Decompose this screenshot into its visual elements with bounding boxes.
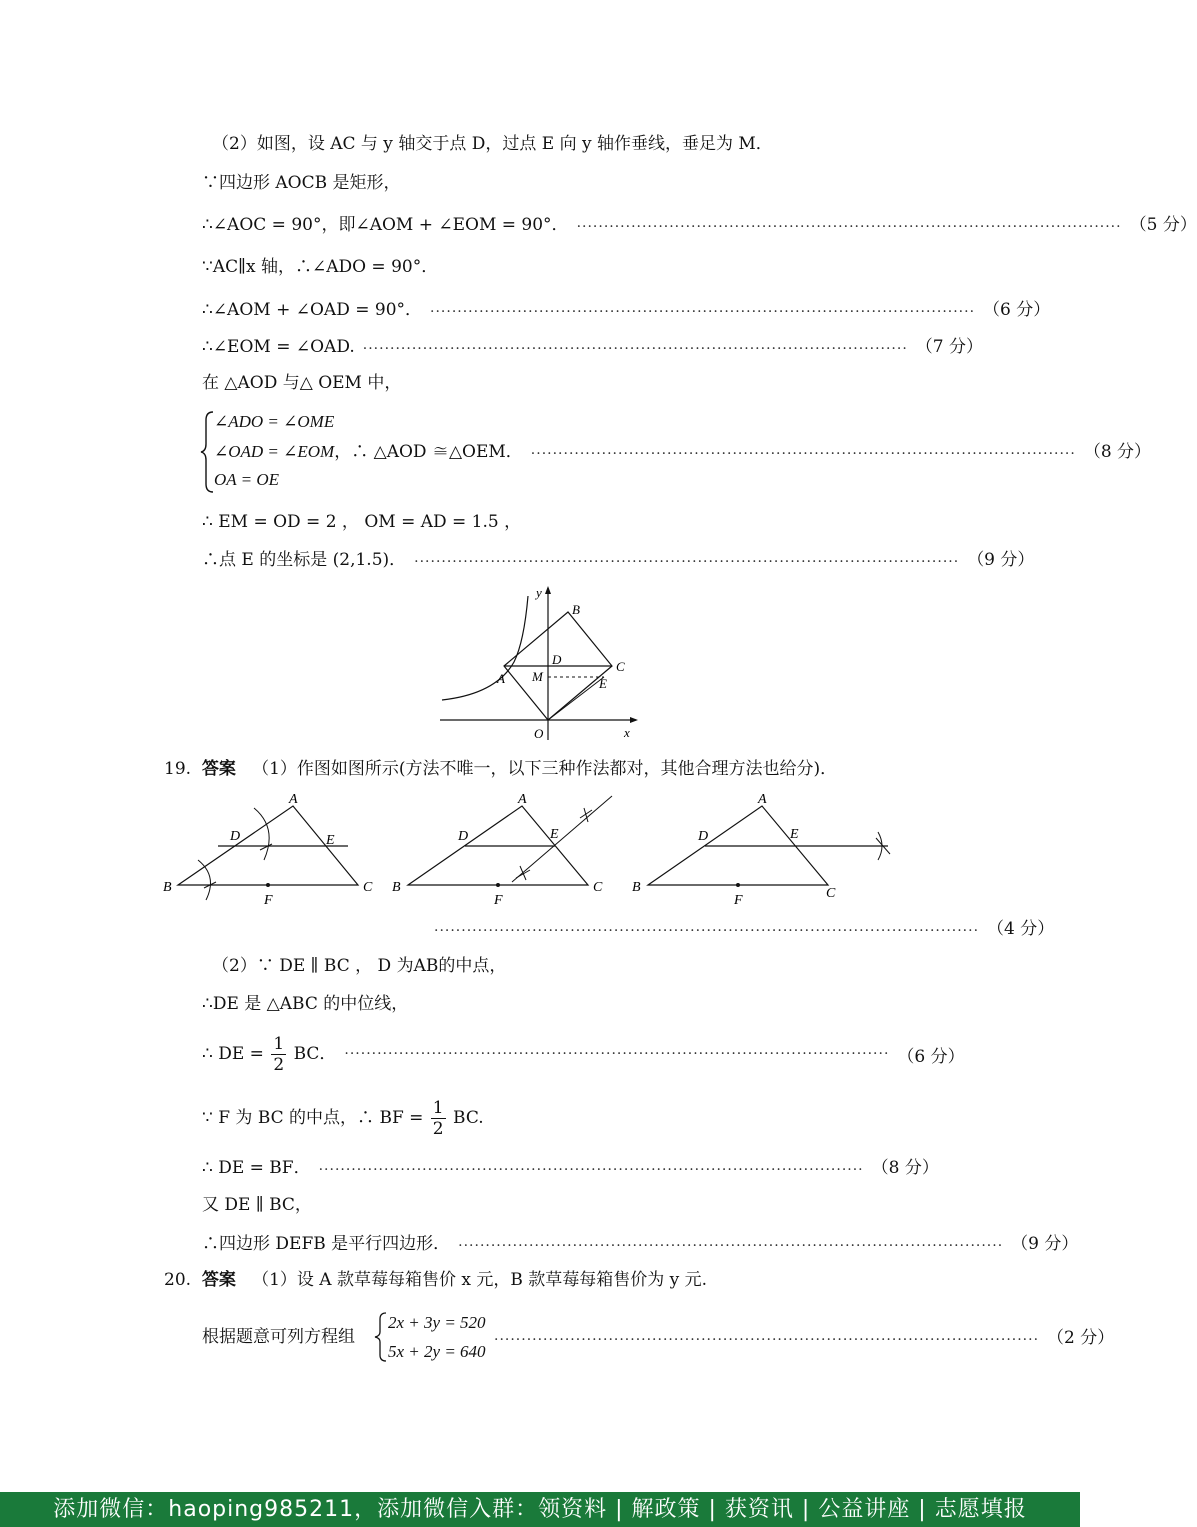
q19-row-8 — [202, 1232, 1079, 1254]
fig2-label-c: C — [593, 880, 603, 895]
q18-row-6 — [202, 335, 984, 357]
fraction-denominator: 2 — [432, 1119, 444, 1139]
q18-row-10 — [202, 548, 1035, 570]
fig2-label-a: A — [518, 792, 527, 807]
fig2-label-d: D — [458, 829, 469, 844]
fig1-label-b: B — [163, 880, 172, 895]
q18-line-2: ∵四边形 AOCB 是矩形， — [202, 173, 401, 193]
fig1-label-d: D — [230, 829, 241, 844]
q20-row-score-2 — [494, 1326, 1115, 1348]
fig3-label-e: E — [790, 827, 799, 842]
q20-heading — [164, 1269, 707, 1291]
leader-dots: ···································································································· — [576, 219, 1122, 235]
score-5: （5 分） — [1129, 215, 1197, 235]
q18-line-4: ∵AC∥x 轴，∴∠ADO = 90°． — [202, 257, 439, 277]
score-7: （7 分） — [915, 337, 984, 357]
leader-dots: ···································································································· — [344, 1046, 890, 1062]
fig3-label-d: D — [698, 829, 709, 844]
q18-row-8 — [214, 440, 1152, 462]
triangle-constructions-figure — [160, 788, 900, 908]
coordinate-figure — [436, 582, 646, 742]
fig-label-c: C — [616, 659, 625, 674]
q19-line-7: 又 DE ∥ BC， — [202, 1195, 312, 1215]
q19-line-6: ∴ DE = BF． — [202, 1158, 311, 1178]
leader-dots: ···································································································· — [414, 554, 960, 570]
fig-label-m: M — [532, 669, 543, 684]
q19-heading — [164, 758, 837, 780]
q20-line-1: （1）设 A 款草莓每箱售价 x 元，B 款草莓每箱售价为 y 元. — [252, 1270, 708, 1290]
q18-sys-2: ∠OAD = ∠EOM — [214, 442, 335, 461]
fig1-label-f: F — [264, 893, 273, 908]
fraction-half — [271, 1034, 286, 1075]
left-brace-icon-2 — [374, 1311, 388, 1363]
q18-line-5: ∴∠AOM + ∠OAD = 90°． — [202, 300, 423, 320]
q18-line-9: ∴ EM = OD = 2 ， OM = AD = 1.5 ， — [202, 512, 522, 532]
leader-dots: ···································································································· — [530, 446, 1076, 462]
score-2: （2 分） — [1047, 1328, 1115, 1348]
fig3-label-c: C — [826, 886, 836, 901]
q18-row-5 — [202, 298, 1051, 320]
q19-line-4 — [202, 1034, 336, 1075]
score-4: （4 分） — [987, 919, 1055, 939]
q19-row-6 — [202, 1156, 939, 1178]
score-9: （9 分） — [967, 550, 1035, 570]
score-6b: （6 分） — [897, 1046, 965, 1067]
q19-row-score-4 — [434, 917, 1055, 939]
q18-sys-1: ∠ADO = ∠OME — [214, 412, 335, 431]
fig-label-d: D — [552, 652, 562, 667]
fig-label-x: x — [624, 725, 630, 740]
score-8: （8 分） — [1083, 442, 1152, 462]
fig2-label-e: E — [550, 827, 559, 842]
q19-line-2: （2）∵ DE ∥ BC ， D 为AB的中点， — [212, 956, 507, 976]
q19-line-4b: BC． — [293, 1043, 337, 1064]
fig1-label-c: C — [363, 880, 373, 895]
fig1-label-a: A — [289, 792, 298, 807]
fig-label-a: A — [497, 671, 505, 686]
fig-label-e: E — [599, 676, 607, 691]
score-8b: （8 分） — [871, 1158, 939, 1178]
q19-number: 19. — [164, 759, 192, 779]
fraction-numerator: 1 — [432, 1098, 444, 1118]
q20-number: 20. — [164, 1270, 192, 1290]
q19-line-3: ∴DE 是 △ABC 的中位线， — [202, 994, 409, 1014]
q19-answer-label: 答案 — [201, 759, 236, 779]
q20-line-2: 根据题意可列方程组 — [202, 1327, 355, 1347]
q18-sys-3: OA = OE — [214, 470, 279, 489]
q18-line-10: ∴点 E 的坐标是 (2,1.5)． — [202, 550, 407, 570]
q20-answer-label: 答案 — [201, 1270, 236, 1290]
fig-label-y: y — [536, 585, 542, 600]
q18-line-7: 在 △AOD 与△ OEM 中， — [202, 373, 402, 393]
fig2-label-b: B — [392, 880, 401, 895]
fig1-label-e: E — [326, 833, 335, 848]
fraction-half-2 — [431, 1098, 446, 1139]
fig3-label-f: F — [734, 893, 743, 908]
leader-dots: ···································································································· — [430, 304, 976, 320]
leader-dots: ···································································································· — [458, 1238, 1004, 1254]
leader-dots: ···································································································· — [494, 1332, 1040, 1348]
fig-label-o: O — [534, 726, 544, 741]
score-6: （6 分） — [983, 300, 1051, 320]
q19-line-8: ∴四边形 DEFB 是平行四边形． — [202, 1234, 451, 1254]
q18-row-3 — [202, 213, 1197, 235]
q20-eq-2: 5x + 2y = 640 — [388, 1342, 486, 1361]
q18-line-6: ∴∠EOM = ∠OAD. — [202, 337, 355, 357]
leader-dots: ···································································································· — [318, 1162, 864, 1178]
leader-dots: ···································································································· — [434, 923, 980, 939]
fig3-label-a: A — [758, 792, 767, 807]
fig-label-b: B — [572, 602, 580, 617]
fig2-label-f: F — [494, 893, 503, 908]
q20-eq-1: 2x + 3y = 520 — [388, 1313, 486, 1332]
q19-line-4a: ∴ DE = — [202, 1043, 264, 1064]
fraction-denominator: 2 — [273, 1054, 285, 1075]
q19-line-5b: BC. — [453, 1108, 484, 1128]
leader-dots: ···································································································· — [362, 341, 908, 357]
q18-line-3: ∴∠AOC = 90°，即∠AOM + ∠EOM = 90°． — [202, 215, 569, 235]
q18-line-8: ，∴ △AOD ≅△OEM． — [334, 442, 523, 462]
wechat-footer-banner: 添加微信：haoping985211，添加微信入群：领资料 | 解政策 | 获资讯 | 公益讲座 | 志愿填报 — [0, 1492, 1080, 1527]
q18-line-1: （2）如图，设 AC 与 y 轴交于点 D，过点 E 向 y 轴作垂线，垂足为 M． — [212, 134, 773, 154]
q19-line-5a: ∵ F 为 BC 的中点，∴ BF = — [202, 1108, 424, 1128]
fig3-label-b: B — [632, 880, 641, 895]
q19-row-4 — [202, 1030, 965, 1078]
fraction-numerator: 1 — [273, 1033, 285, 1054]
q19-line-5 — [202, 1096, 484, 1140]
score-9b: （9 分） — [1011, 1234, 1079, 1254]
q19-line-1: （1）作图如图所示(方法不唯一，以下三种作法都对，其他合理方法也给分)． — [252, 759, 838, 779]
